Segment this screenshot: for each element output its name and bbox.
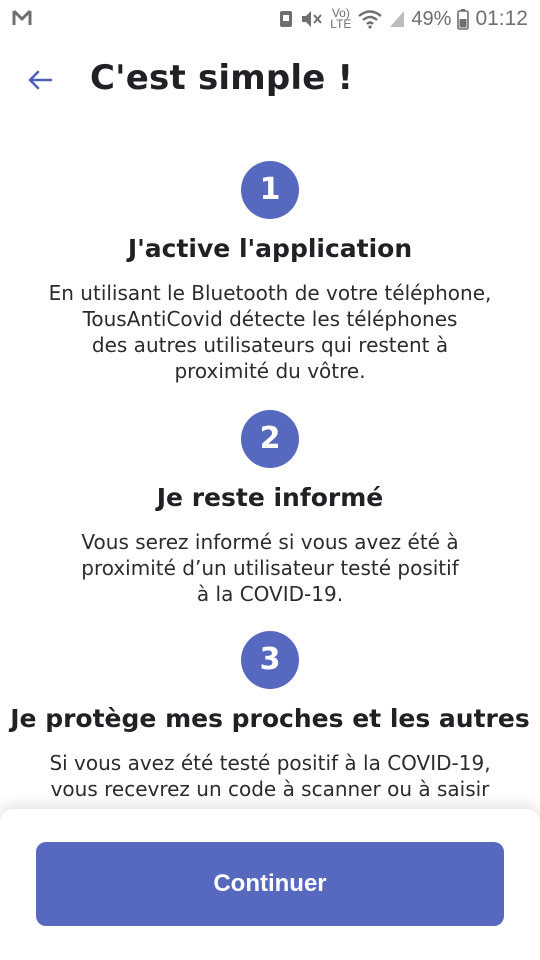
step-2-number-badge: 2 <box>241 410 299 468</box>
bottom-action-bar <box>0 809 540 960</box>
step-1-description: En utilisant le Bluetooth de votre téléphone, TousAntiCovid détecte les téléphones des autres utilisateurs qui restent à proximité du vôtre. <box>48 281 492 383</box>
status-bar <box>0 0 540 38</box>
continue-button[interactable]: Continuer <box>36 842 504 926</box>
clock: 01:12 <box>475 7 528 30</box>
signal-icon <box>389 9 405 29</box>
gmail-icon <box>12 8 34 28</box>
step-3-title: Je protège mes proches et les autres <box>10 704 530 733</box>
arrow-left-icon <box>27 69 53 91</box>
status-icons <box>278 5 528 33</box>
battery-icon <box>457 8 469 30</box>
step-2 <box>0 410 540 607</box>
step-2-title: Je reste informé <box>156 483 384 512</box>
step-1-title: J'active l'application <box>127 234 413 263</box>
page-title: C'est simple ! <box>90 58 354 98</box>
volte-icon: Vo) LTE <box>330 6 352 31</box>
onboarding-page <box>0 38 540 960</box>
step-1 <box>0 161 540 384</box>
wifi-icon <box>357 9 383 29</box>
screenshot-icon <box>278 9 294 29</box>
battery-percent: 49% <box>411 7 452 30</box>
step-1-number-badge: 1 <box>241 161 299 219</box>
back-button[interactable] <box>20 60 60 100</box>
mute-icon <box>300 9 324 29</box>
step-3 <box>0 631 540 802</box>
step-3-description: Si vous avez été testé positif à la COVID-19, vous recevrez un code à scanner ou à saisir <box>49 751 491 801</box>
step-2-description: Vous serez informé si vous avez été à proximité d’un utilisateur testé positif à la COVID-19. <box>81 530 459 606</box>
step-3-number-badge: 3 <box>241 631 299 689</box>
